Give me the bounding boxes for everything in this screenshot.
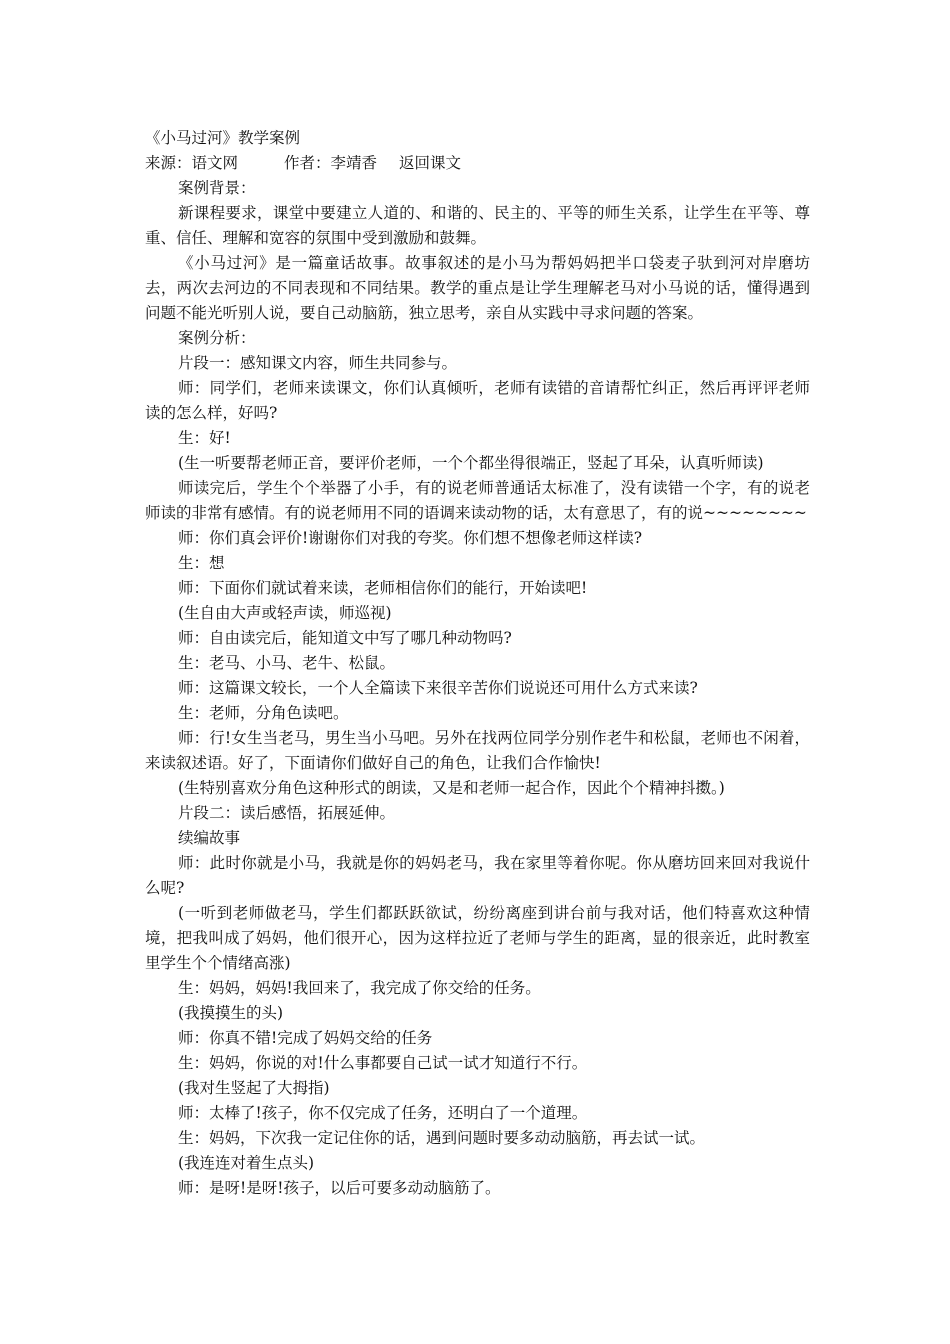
paragraph: 片段一：感知课文内容，师生共同参与。 xyxy=(178,354,458,372)
paragraph: 生：老马、小马、老牛、松鼠。 xyxy=(178,654,396,672)
paragraph: 案例分析： xyxy=(178,329,256,347)
document-title: 《小马过河》教学案例 xyxy=(145,129,301,147)
paragraph: 片段二：读后感悟，拓展延伸。 xyxy=(178,804,396,822)
paragraph: 生：老师，分角色读吧。 xyxy=(178,704,349,722)
paragraph: (生一听要帮老师正音，要评价老师，一个个都坐得很端正，竖起了耳朵，认真听师读) xyxy=(178,454,764,472)
source-label: 来源：语文网 xyxy=(145,154,239,172)
paragraph: 案例背景： xyxy=(178,179,256,197)
paragraph: 师：同学们，老师来读课文，你们认真倾听，老师有读错的音请帮忙纠正，然后再评评老师读的怎么样，好吗? xyxy=(145,379,810,422)
paragraph: (生自由大声或轻声读，师巡视) xyxy=(178,604,392,622)
paragraph: (我摸摸生的头) xyxy=(178,1004,284,1022)
paragraph: (一听到老师做老马，学生们都跃跃欲试，纷纷离座到讲台前与我对话，他们特喜欢这种情境，把我叫成了妈妈，他们很开心，因为这样拉近了老师与学生的距离，显的很亲近，此时教室里学生个个情绪高涨) xyxy=(145,904,810,972)
paragraph: 续编故事 xyxy=(178,829,241,847)
article-body xyxy=(145,176,810,1201)
paragraph: 新课程要求，课堂中要建立人道的、和谐的、民主的、平等的师生关系，让学生在平等、尊重、信任、理解和宽容的氛围中受到激励和鼓舞。 xyxy=(145,204,810,247)
paragraph: 师：自由读完后，能知道文中写了哪几种动物吗? xyxy=(178,629,512,647)
author-label: 作者：李靖香 xyxy=(284,154,378,172)
paragraph: 《小马过河》是一篇童话故事。故事叙述的是小马为帮妈妈把半口袋麦子驮到河对岸磨坊去，两次去河边的不同表现和不同结果。教学的重点是让学生理解老马对小马说的话，懂得遇到问题不能光听别人说，要自己动脑筋，独立思考，亲自从实践中寻求问题的答案。 xyxy=(145,254,810,322)
paragraph: 师：此时你就是小马，我就是你的妈妈老马，我在家里等着你呢。你从磨坊回来回对我说什么呢? xyxy=(145,854,810,897)
back-to-text-link[interactable]: 返回课文 xyxy=(399,154,462,172)
paragraph: 生：妈妈，你说的对!什么事都要自己试一试才知道行不行。 xyxy=(178,1054,588,1072)
paragraph: 师：你们真会评价!谢谢你们对我的夸奖。你们想不想像老师这样读? xyxy=(178,529,643,547)
paragraph: 师：太棒了!孩子，你不仅完成了任务，还明白了一个道理。 xyxy=(178,1104,588,1122)
paragraph: (我连连对着生点头) xyxy=(178,1154,315,1172)
paragraph: 师：是呀!是呀!孩子，以后可要多动动脑筋了。 xyxy=(178,1179,501,1197)
paragraph: 师：行!女生当老马，男生当小马吧。另外在找两位同学分别作老牛和松鼠，老师也不闲着，来读叙述语。好了，下面请你们做好自己的角色，让我们合作愉快! xyxy=(145,729,810,772)
paragraph: 生：妈妈，妈妈!我回来了，我完成了你交给的任务。 xyxy=(178,979,541,997)
source-row xyxy=(145,151,810,176)
paragraph: 师读完后，学生个个举器了小手，有的说老师普通话太标准了，没有读错一个字，有的说老师读的非常有感情。有的说老师用不同的语调来读动物的话，太有意思了，有的说~~~~~~~~ xyxy=(145,479,810,522)
paragraph: 生：想 xyxy=(178,554,225,572)
document-page xyxy=(145,126,810,1201)
paragraph: 师：这篇课文较长，一个人全篇读下来很辛苦你们说说还可用什么方式来读? xyxy=(178,679,698,697)
paragraph: 生：好! xyxy=(178,429,231,447)
paragraph: 师：下面你们就试着来读，老师相信你们的能行，开始读吧! xyxy=(178,579,588,597)
paragraph: (我对生竖起了大拇指) xyxy=(178,1079,330,1097)
paragraph: 生：妈妈，下次我一定记住你的话，遇到问题时要多动动脑筋，再去试一试。 xyxy=(178,1129,706,1147)
paragraph: 师：你真不错!完成了妈妈交给的任务 xyxy=(178,1029,433,1047)
paragraph: (生特别喜欢分角色这种形式的朗读，又是和老师一起合作，因此个个精神抖擞。) xyxy=(178,779,725,797)
